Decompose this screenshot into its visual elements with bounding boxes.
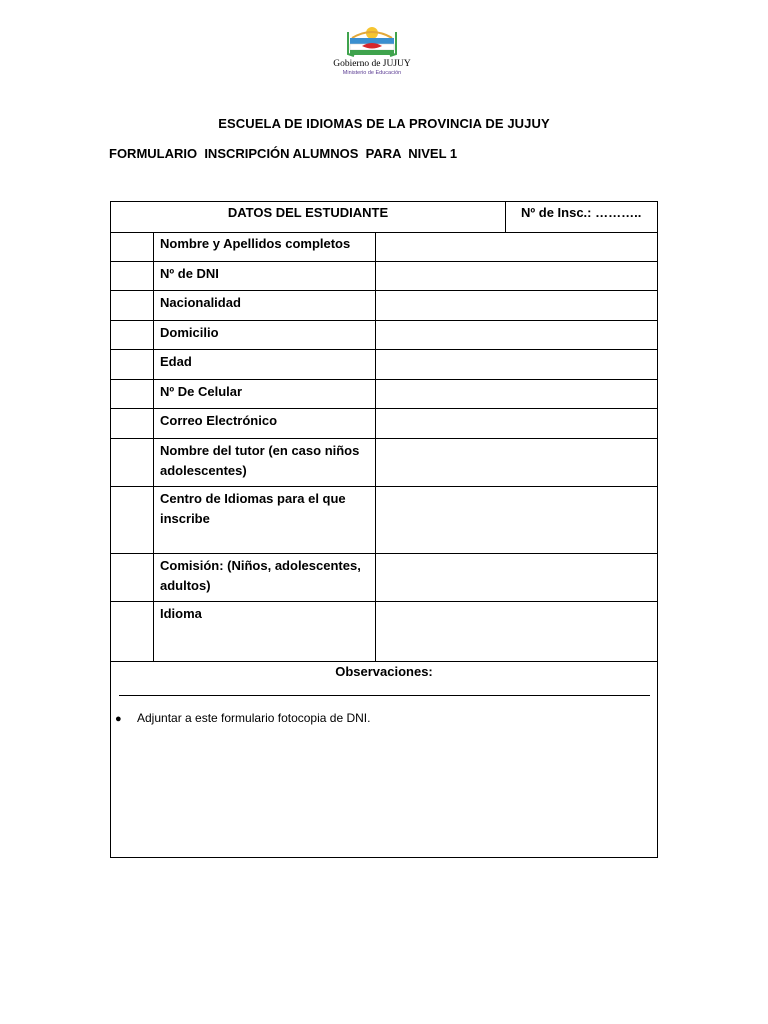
field-value-input[interactable] bbox=[377, 439, 657, 486]
inscription-number-label: Nº de Insc.: ……….. bbox=[521, 205, 642, 220]
row-index-cell bbox=[111, 350, 154, 379]
form-header bbox=[111, 202, 657, 233]
form-row-correo bbox=[111, 409, 657, 439]
field-value-input[interactable] bbox=[377, 487, 657, 553]
row-index-cell bbox=[111, 409, 154, 438]
field-label: Edad bbox=[154, 350, 376, 379]
observations-section bbox=[111, 662, 657, 857]
bullet-icon: ● bbox=[115, 713, 122, 725]
document-title: ESCUELA DE IDIOMAS DE LA PROVINCIA DE JUJUY bbox=[218, 116, 550, 131]
form-row-domicilio bbox=[111, 321, 657, 350]
form-row-nombre bbox=[111, 232, 657, 262]
row-index-cell bbox=[111, 262, 154, 290]
document-subtitle: FORMULARIO INSCRIPCIÓN ALUMNOS PARA NIVEL 1 bbox=[109, 146, 458, 161]
form-row-tutor bbox=[111, 439, 657, 487]
observations-title: Observaciones: bbox=[335, 664, 433, 679]
observation-bullet bbox=[115, 711, 370, 725]
form-row-idioma bbox=[111, 602, 657, 662]
form-rows bbox=[111, 232, 657, 662]
field-value-input[interactable] bbox=[377, 232, 657, 261]
row-index-cell bbox=[111, 439, 154, 486]
row-index-cell bbox=[111, 602, 154, 661]
observation-text: Adjuntar a este formulario fotocopia de DNI. bbox=[137, 711, 371, 725]
field-label: Nº de DNI bbox=[154, 262, 376, 290]
field-value-input[interactable] bbox=[377, 291, 657, 320]
field-label: Idioma bbox=[154, 602, 376, 661]
emblem-icon bbox=[344, 22, 400, 58]
observations-line bbox=[119, 695, 650, 696]
field-label: Nombre y Apellidos completos bbox=[154, 232, 376, 261]
form-row-centro bbox=[111, 487, 657, 554]
field-value-input[interactable] bbox=[377, 380, 657, 408]
government-logo bbox=[330, 22, 414, 78]
row-index-cell bbox=[111, 291, 154, 320]
registration-form bbox=[110, 201, 658, 858]
form-row-edad bbox=[111, 350, 657, 380]
form-row-celular bbox=[111, 380, 657, 409]
form-row-dni bbox=[111, 262, 657, 291]
logo-name: Gobierno de JUJUY bbox=[333, 59, 411, 69]
form-row-comision bbox=[111, 554, 657, 602]
header-divider bbox=[505, 202, 506, 232]
form-row-nacionalidad bbox=[111, 291, 657, 321]
field-label: Centro de Idiomas para el que inscribe bbox=[154, 487, 376, 553]
row-index-cell bbox=[111, 554, 154, 601]
field-value-input[interactable] bbox=[377, 262, 657, 290]
field-label: Nombre del tutor (en caso niños adolescentes) bbox=[154, 439, 376, 486]
field-label: Nº De Celular bbox=[154, 380, 376, 408]
field-value-input[interactable] bbox=[377, 554, 657, 601]
field-value-input[interactable] bbox=[377, 321, 657, 349]
field-value-input[interactable] bbox=[377, 350, 657, 379]
field-value-input[interactable] bbox=[377, 409, 657, 438]
logo-subtitle: Ministerio de Educación bbox=[342, 70, 402, 76]
row-index-cell bbox=[111, 487, 154, 553]
field-label: Domicilio bbox=[154, 321, 376, 349]
field-label: Correo Electrónico bbox=[154, 409, 376, 438]
field-label: Comisión: (Niños, adolescentes, adultos) bbox=[154, 554, 376, 601]
field-value-input[interactable] bbox=[377, 602, 657, 661]
row-index-cell bbox=[111, 321, 154, 349]
field-label: Nacionalidad bbox=[154, 291, 376, 320]
row-index-cell bbox=[111, 232, 154, 261]
row-index-cell bbox=[111, 380, 154, 408]
student-data-heading: DATOS DEL ESTUDIANTE bbox=[227, 205, 389, 220]
